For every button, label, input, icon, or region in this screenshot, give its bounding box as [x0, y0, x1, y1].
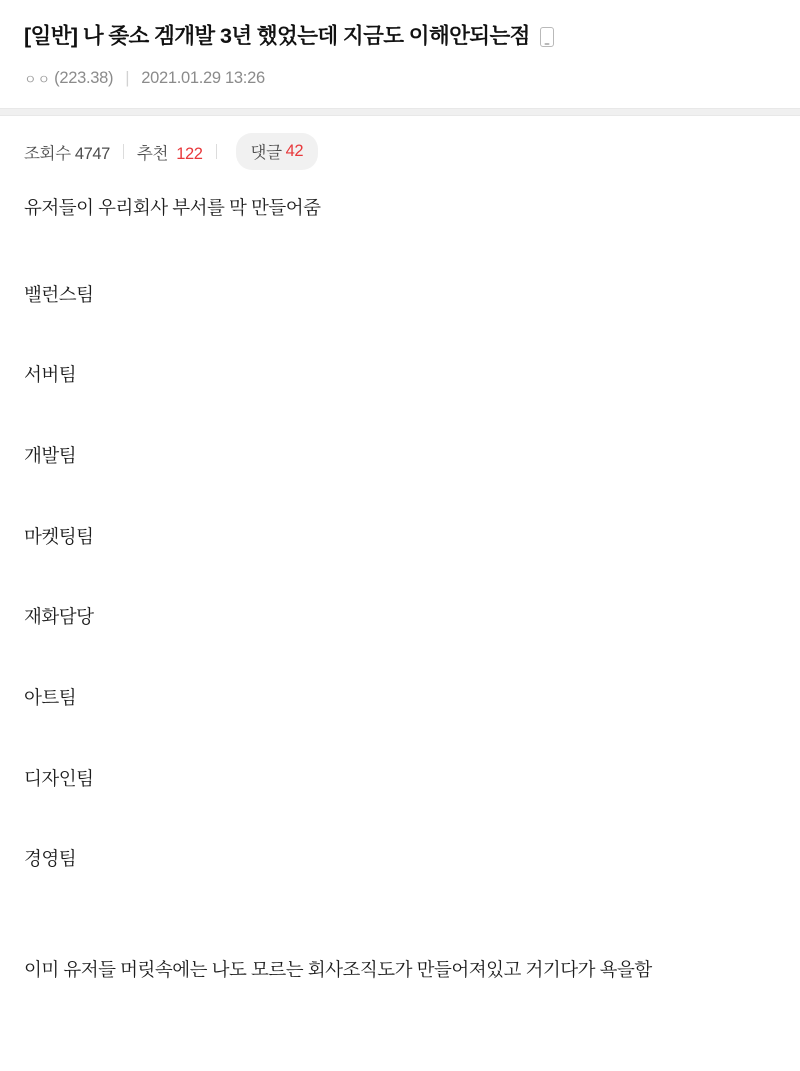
likes-label: 추천	[136, 144, 168, 163]
post-stats	[0, 116, 800, 184]
post-content	[0, 184, 800, 1015]
section-divider	[0, 108, 800, 116]
comments-label: 댓글	[250, 144, 282, 163]
content-paragraph-team-6: 디자인팀	[24, 767, 94, 789]
author-ip: (223.38)	[54, 69, 114, 88]
content-paragraph-closing: 이미 유저들 머릿속에는 나도 모르는 회사조직도가 만들어져있고 거기다가 욕을함	[24, 959, 652, 981]
content-paragraph-lead: 유저들이 우리회사 부서를 막 만들어줌	[24, 197, 321, 219]
meta-divider: |	[125, 69, 130, 88]
content-paragraph-team-5: 아트팀	[24, 687, 77, 709]
content-paragraph-team-1: 서버팀	[24, 364, 77, 386]
page-title: [일반] 나 좆소 겜개발 3년 했었는데 지금도 이해안되는점	[24, 24, 530, 48]
author[interactable]	[24, 69, 113, 88]
content-paragraph-team-2: 개발팀	[24, 445, 77, 467]
views-count: 4747	[74, 144, 110, 163]
content-paragraph-team-0: 밸런스팀	[24, 283, 94, 305]
post-header	[0, 0, 800, 108]
mobile-phone-icon	[540, 27, 554, 47]
post-meta	[24, 69, 776, 88]
stats-divider-2	[216, 144, 217, 159]
comments-count: 42	[285, 141, 304, 160]
author-nickname: ㅇㅇ	[24, 72, 52, 88]
views-label: 조회수	[24, 144, 71, 163]
post-date: 2021.01.29 13:26	[141, 69, 265, 88]
content-paragraph-team-7: 경영팀	[24, 848, 77, 870]
stats-divider-1	[123, 144, 124, 159]
likes-stat	[137, 140, 203, 164]
likes-count: 122	[176, 144, 203, 163]
views-stat	[24, 140, 110, 164]
comments-button[interactable]	[236, 133, 319, 170]
content-paragraph-team-4: 재화담당	[24, 606, 94, 628]
title-row	[24, 22, 776, 51]
content-paragraph-team-3: 마켓팅팀	[24, 525, 94, 547]
